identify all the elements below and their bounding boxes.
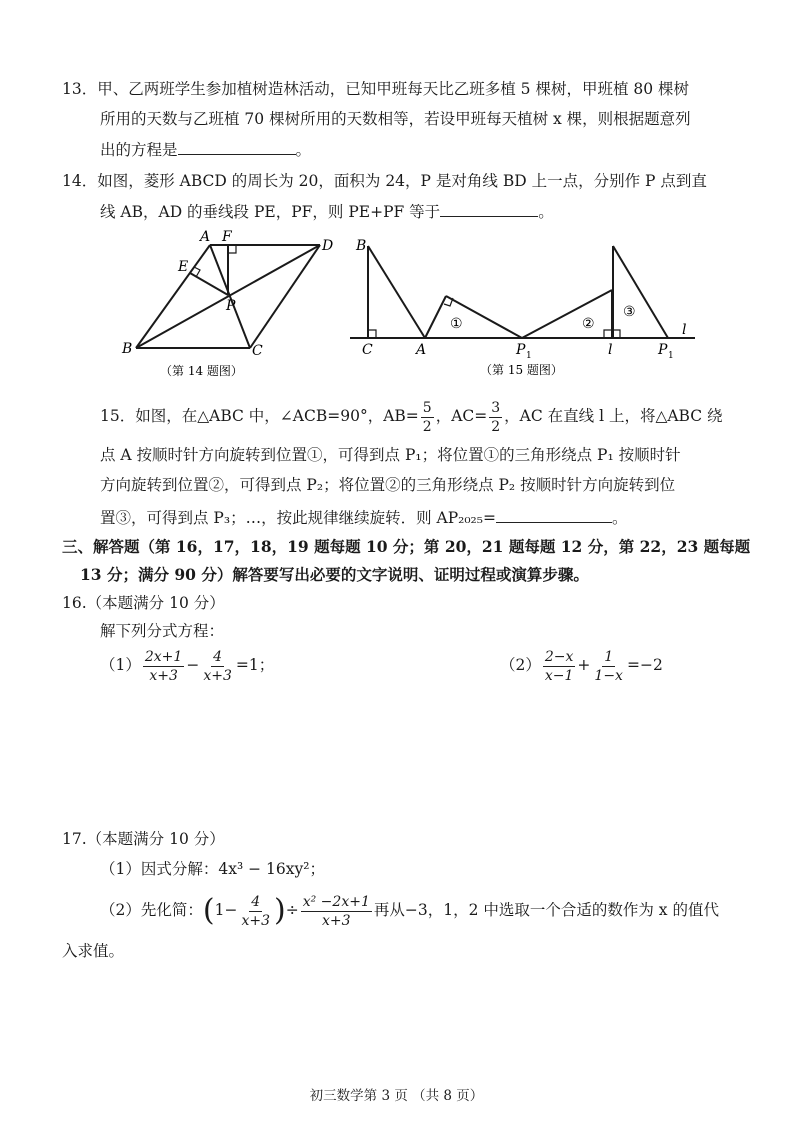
q16-p1-frac1 — [143, 648, 184, 685]
q17-part1: （1）因式分解：4x³ − 16xy²； — [100, 860, 325, 878]
q14-line2-end: 。 — [538, 203, 554, 221]
label-F: F — [222, 229, 232, 245]
label-D: D — [322, 238, 334, 254]
label-A-15: A — [416, 342, 427, 358]
q17-title: 17.（本题满分 10 分） — [62, 830, 225, 848]
q16-p1-label: （1） — [100, 656, 141, 674]
q16-p1-frac1-num: 2x+1 — [144, 648, 183, 665]
q16-p2-frac1-num: 2−x — [544, 648, 574, 665]
q13-line3 — [100, 138, 311, 161]
q16-p1-rhs: =1； — [235, 656, 275, 674]
q15-line1 — [100, 396, 723, 436]
label-l: l — [682, 322, 687, 338]
q15-line3: 方向旋转到位置②，可得到点 P₂；将位置②的三角形绕点 P₂ 按顺时针方向旋转到位 — [100, 476, 676, 494]
q15-answer-blank — [496, 506, 612, 523]
fraction-ab — [421, 399, 434, 436]
label-l-mid: l — [608, 342, 613, 358]
label-P-end: P — [658, 342, 668, 358]
q13-line3-text: 出的方程是 — [100, 141, 178, 159]
q15-line1-a: 15．如图，在△ABC 中，∠ACB=90°，AB= — [100, 407, 419, 425]
q16-title: 16.（本题满分 10 分） — [62, 594, 225, 612]
q17-p2-frac1-num: 4 — [251, 893, 261, 910]
label-P: P — [226, 298, 236, 314]
figure-15 — [350, 232, 730, 382]
q15-line4 — [100, 506, 627, 529]
q13-line1: 13．甲、乙两班学生参加植树造林活动，已知甲班每天比乙班多植 5 棵树，甲班植 80 棵树 — [62, 80, 690, 98]
fraction-ac-num: 3 — [491, 399, 501, 416]
label-A: A — [200, 229, 211, 245]
circle-3: ③ — [623, 304, 636, 320]
triangles-rotation — [350, 246, 695, 338]
q16-p2-op: + — [577, 656, 591, 674]
q17-p2-a: （2）先化简： — [100, 901, 203, 919]
q16-p2-frac2-num: 1 — [604, 648, 614, 665]
q15-line4-end: 。 — [611, 509, 628, 527]
label-E: E — [178, 259, 189, 275]
q17-p2-frac1-den: x+3 — [241, 912, 270, 929]
fraction-ab-num: 5 — [422, 399, 432, 416]
q17-part2-cont: 入求值。 — [62, 942, 125, 960]
section3-line2: 13 分；满分 90 分）解答要写出必要的文字说明、证明过程或演算步骤。 — [80, 565, 589, 584]
figure-14-caption: （第 14 题图） — [160, 364, 243, 378]
label-B: B — [122, 341, 133, 357]
q16-p1-frac2-num: 4 — [213, 648, 223, 665]
q16-part2 — [500, 645, 663, 685]
label-P1-sub: 1 — [526, 351, 532, 361]
q13-answer-blank — [178, 138, 296, 155]
fraction-ab-den: 2 — [422, 418, 432, 435]
q17-p2-one-minus: 1− — [214, 901, 238, 919]
label-P1: P — [516, 342, 526, 358]
label-B-15: B — [356, 238, 367, 254]
q13-line3-end: 。 — [295, 141, 312, 159]
q17-p2-frac1 — [239, 893, 272, 930]
circle-1: ① — [450, 316, 463, 332]
q13-line2: 所用的天数与乙班植 70 棵树所用的天数相等，若设甲班每天植树 x 棵，则根据题意列 — [100, 110, 691, 128]
circle-2: ② — [582, 316, 595, 332]
figure-15-caption: （第 15 题图） — [480, 363, 563, 377]
q16-instruction: 解下列分式方程： — [100, 622, 225, 640]
q16-p2-frac2 — [592, 648, 625, 685]
q14-answer-blank — [440, 200, 538, 217]
q17-p2-b: 再从−3，1，2 中选取一个合适的数作为 x 的值代 — [373, 901, 719, 919]
q16-p2-label: （2） — [500, 656, 541, 674]
q17-p2-frac2-num: x² −2x+1 — [302, 893, 370, 910]
right-paren: ) — [274, 893, 286, 928]
q16-part1 — [100, 645, 274, 685]
q15-line2: 点 A 按顺时针方向旋转到位置①，可得到点 P₁；将位置①的三角形绕点 P₁ 按顺时针 — [100, 446, 681, 464]
rhombus-abcd — [136, 245, 320, 348]
fraction-ac-den: 2 — [491, 418, 501, 435]
label-C-15: C — [362, 342, 373, 358]
q16-p2-rhs: =−2 — [626, 656, 663, 674]
q16-p2-frac2-den: 1−x — [594, 667, 623, 684]
q14-line2 — [100, 200, 554, 223]
q17-p2-frac2 — [301, 893, 372, 930]
page-footer: 初三数学第 3 页 （共 8 页） — [309, 1088, 484, 1104]
left-paren: ( — [202, 893, 215, 928]
q16-p1-op: − — [186, 656, 200, 674]
q15-line4-text: 置③，可得到点 P₃；…，按此规律继续旋转．则 AP₂₀₂₅= — [100, 509, 496, 527]
q16-p1-frac2-den: x+3 — [203, 667, 232, 684]
q17-part2 — [100, 888, 719, 932]
q16-p1-frac2 — [201, 648, 234, 685]
q17-p2-div: ÷ — [285, 901, 299, 919]
label-C: C — [252, 343, 263, 359]
q16-p2-frac1-den: x−1 — [544, 667, 574, 684]
section3-line1: 三、解答题（第 16，17，18，19 题每题 10 分；第 20，21 题每题 12 分，第 22，23 题每题 — [62, 537, 751, 556]
q17-p2-frac2-den: x+3 — [322, 912, 351, 929]
q14-line2-text: 线 AB，AD 的垂线段 PE，PF，则 PE+PF 等于 — [100, 203, 441, 221]
q14-line1: 14．如图，菱形 ABCD 的周长为 20，面积为 24，P 是对角线 BD 上一点，分别作 P 点到直 — [62, 172, 707, 190]
label-P-end-sub: 1 — [668, 351, 674, 361]
q15-line1-c: ，AC 在直线 l 上，将△ABC 绕 — [504, 407, 723, 425]
q16-p2-frac1 — [543, 648, 576, 685]
q15-line1-b: ，AC= — [435, 407, 488, 425]
fraction-ac — [489, 399, 502, 436]
q16-p1-frac1-den: x+3 — [149, 667, 178, 684]
figure-14 — [110, 225, 350, 385]
